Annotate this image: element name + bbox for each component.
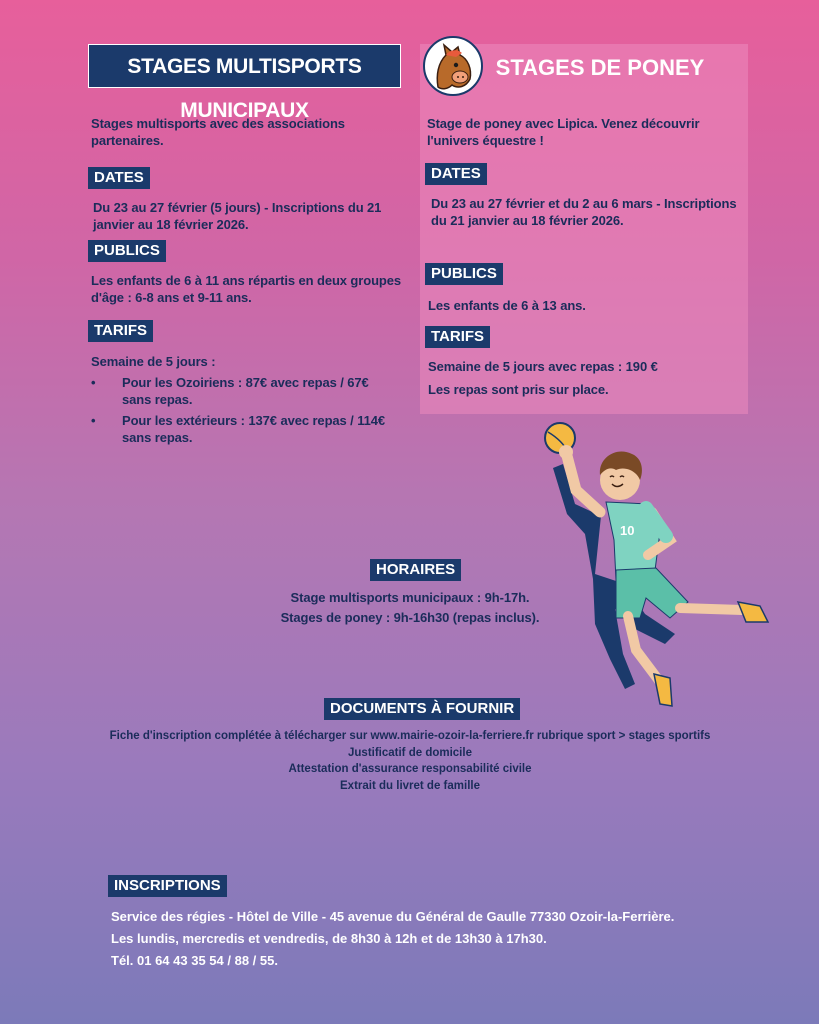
list-item: Fiche d'inscription complétée à télécharger sur www.mairie-ozoir-la-ferriere.fr rubrique sport > stages sportifs [109, 730, 711, 742]
poney-publics-label: PUBLICS [425, 263, 503, 285]
multisports-publics-text: Les enfants de 6 à 11 ans répartis en deux groupes d'âge : 6-8 ans et 9-11 ans. [91, 273, 402, 305]
list-item: Attestation d'assurance responsabilité civile [288, 763, 532, 775]
poney-dates-text: Du 23 au 27 février et du 2 au 6 mars - Inscriptions du 21 janvier au 18 février 2026. [431, 196, 737, 228]
multisports-dates-label: DATES [88, 167, 150, 189]
poney-publics-text: Les enfants de 6 à 13 ans. [428, 298, 586, 313]
poney-tarifs-label: TARIFS [425, 326, 490, 348]
handball-player-illustration [520, 420, 780, 720]
multisports-tarifs-intro: Semaine de 5 jours : [91, 354, 216, 369]
list-item: • Pour les Ozoiriens : 87€ avec repas / 67€ sans repas. [91, 374, 401, 408]
poney-intro: Stage de poney avec Lipica. Venez découvrir l'univers équestre ! [427, 116, 700, 148]
multisports-dates-text: Du 23 au 27 février (5 jours) - Inscriptions du 21 janvier au 18 février 2026. [93, 200, 382, 232]
list-item: Justificatif de domicile [348, 746, 472, 759]
list-item: Extrait du livret de famille [340, 779, 480, 792]
multisports-title: STAGES MULTISPORTS MUNICIPAUX [88, 44, 401, 88]
poney-tarifs-line1: Semaine de 5 jours avec repas : 190 € [428, 359, 658, 374]
horaires-label: HORAIRES [370, 559, 461, 581]
multisports-tarifs [91, 353, 401, 450]
poney-dates-label: DATES [425, 163, 487, 185]
horaires-line1: Stage multisports municipaux : 9h-17h. [290, 590, 530, 605]
inscriptions-text [111, 906, 791, 972]
multisports-publics-label: PUBLICS [88, 240, 166, 262]
inscriptions-hours: Les lundis, mercredis et vendredis, de 8h30 à 12h et de 13h30 à 17h30. [111, 931, 547, 946]
documents-label: DOCUMENTS À FOURNIR [324, 698, 520, 720]
jersey-number: 10 [620, 523, 635, 538]
documents-list [90, 728, 730, 794]
poney-logo-icon [422, 35, 484, 97]
poney-title: STAGES DE PONEY [495, 55, 705, 80]
multisports-tarifs-list [91, 374, 401, 446]
horaires-line2: Stages de poney : 9h-16h30 (repas inclus). [280, 610, 540, 625]
inscriptions-phone: Tél. 01 64 43 35 54 / 88 / 55. [111, 953, 278, 968]
multisports-intro: Stages multisports avec des associations partenaires. [91, 116, 345, 148]
poney-tarifs-line2: Les repas sont pris sur place. [428, 382, 609, 397]
inscriptions-label: INSCRIPTIONS [108, 875, 227, 897]
multisports-tarifs-label: TARIFS [88, 320, 153, 342]
list-item: • Pour les extérieurs : 137€ avec repas / 114€ sans repas. [91, 412, 401, 446]
inscriptions-address: Service des régies - Hôtel de Ville - 45 avenue du Général de Gaulle 77330 Ozoir-la-Ferrière. [111, 909, 675, 924]
